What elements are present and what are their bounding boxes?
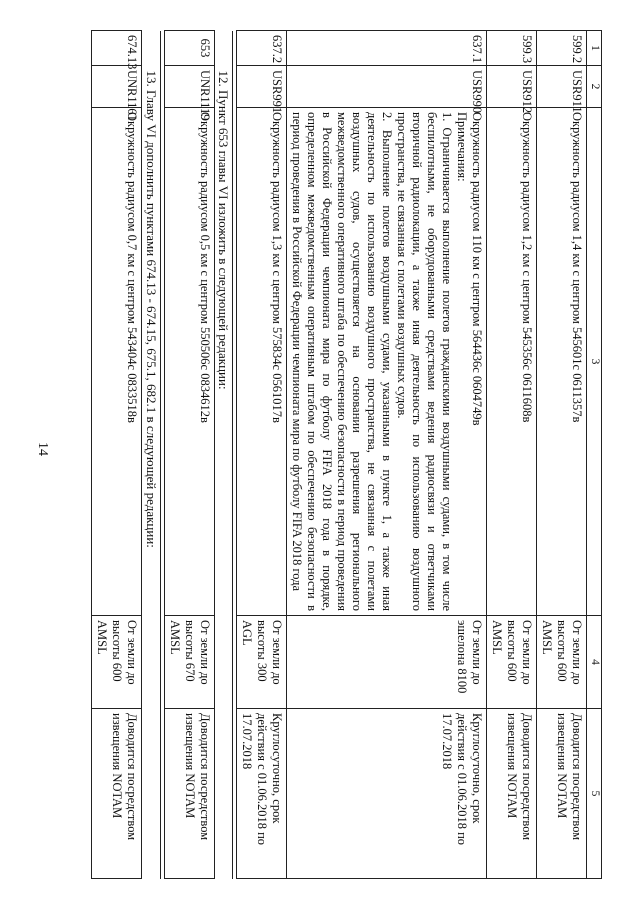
rotated-document xyxy=(80,30,602,878)
zone-code: USR990 xyxy=(287,66,487,108)
row-number: 653 xyxy=(164,31,214,66)
zone-code: UNR1161 xyxy=(92,66,142,108)
operating-mode: Доводится посредством извещения NOTAM xyxy=(164,709,214,879)
header-col-3: 3 xyxy=(587,108,602,616)
row-number: 599.2 xyxy=(537,31,587,66)
header-col-4: 4 xyxy=(587,616,602,709)
table-row xyxy=(287,31,487,879)
table-row xyxy=(237,31,287,879)
zone-description: Окружность радиусом 0,5 км с центром 550506с 0834612в xyxy=(164,108,214,616)
operating-mode: Круглосуточно, срок действия с 01.06.2018 по 17.07.2018 xyxy=(237,709,287,879)
section-heading-row xyxy=(142,31,161,879)
zone-code: USR911 xyxy=(537,66,587,108)
zone-description: Окружность радиусом 1,2 км с центром 545356с 0611608в xyxy=(487,108,537,616)
header-col-1: 1 xyxy=(587,31,602,66)
header-col-5: 5 xyxy=(587,709,602,879)
altitude-limits: От земли до высоты 300 AGL xyxy=(237,616,287,709)
regulation-table xyxy=(91,30,602,879)
section-13-heading: 13. Главу VI дополнить пунктами 674.13 - 674.15, 675.1, 682.1 в следующей редакции: xyxy=(142,31,161,879)
row-number: 599.3 xyxy=(487,31,537,66)
zone-description xyxy=(287,108,487,616)
altitude-limits: От земли до эшелона 8100 xyxy=(287,616,487,709)
operating-mode: Доводится посредством извещения NOTAM xyxy=(92,709,142,879)
zone-code: USR991 xyxy=(237,66,287,108)
operating-mode: Круглосуточно, срок действия с 01.06.2018 по 17.07.2018 xyxy=(287,709,487,879)
section-heading-row xyxy=(214,31,233,879)
altitude-limits: От земли до высоты 600 AMSL xyxy=(487,616,537,709)
altitude-limits: От земли до высоты 600 AMSL xyxy=(537,616,587,709)
note-1: 1. Ограничивается выполнение полетов гражданскими воздушными судами, в том числе беспилотными, не оборудованными средствами ведения радиосвязи и ответчиками вторичной радиолокации, а также иная деятельность по использованию воздушного пространства, не связанная с полетами воздушных судов. xyxy=(395,112,455,611)
row-number: 674.13 xyxy=(92,31,142,66)
table-row xyxy=(487,31,537,879)
zone-description: Окружность радиусом 1,4 км с центром 545601с 0611357в xyxy=(537,108,587,616)
row-number: 637.1 xyxy=(287,31,487,66)
table-row xyxy=(92,31,142,879)
table-row xyxy=(164,31,214,879)
altitude-limits: От земли до высоты 600 AMSL xyxy=(92,616,142,709)
operating-mode: Доводится посредством извещения NOTAM xyxy=(487,709,537,879)
zone-code: UNR1119 xyxy=(164,66,214,108)
zone-description-title: Окружность радиусом 110 км с центром 564436с 0604749в xyxy=(470,112,485,426)
table-row xyxy=(537,31,587,879)
header-col-2: 2 xyxy=(587,66,602,108)
table-header-row xyxy=(587,31,602,879)
operating-mode: Доводится посредством извещения NOTAM xyxy=(537,709,587,879)
altitude-limits: От земли до высоты 670 AMSL xyxy=(164,616,214,709)
note-2: 2. Выполнение полетов воздушными судами, указанными в пункте 1, а также иная деятельность по использованию воздушного пространства, не связанная с полетами воздушных судов, осуществляется на основании разрешения регионального межведомственного оперативного штаба по обеспечению безопасности в период проведения в Российской Федерации чемпионата мира по футболу FIFA 2018 года в порядке, определенном межведомственным оперативным штабом по обеспечению безопасности в период проведения в Российской Федерации чемпионата мира по футболу FIFA 2018 года xyxy=(290,112,395,611)
zone-description: Окружность радиусом 0,7 км с центром 543404с 0833518в xyxy=(92,108,142,616)
notes-label: Примечания: xyxy=(455,112,470,182)
page-number: 14 xyxy=(35,442,50,456)
row-number: 637.2 xyxy=(237,31,287,66)
section-12-heading: 12. Пункт 653 главы VI изложить в следующей редакции: xyxy=(214,31,233,879)
zone-description: Окружность радиусом 1,3 км с центром 575834с 0561017в xyxy=(237,108,287,616)
zone-code: USR912 xyxy=(487,66,537,108)
